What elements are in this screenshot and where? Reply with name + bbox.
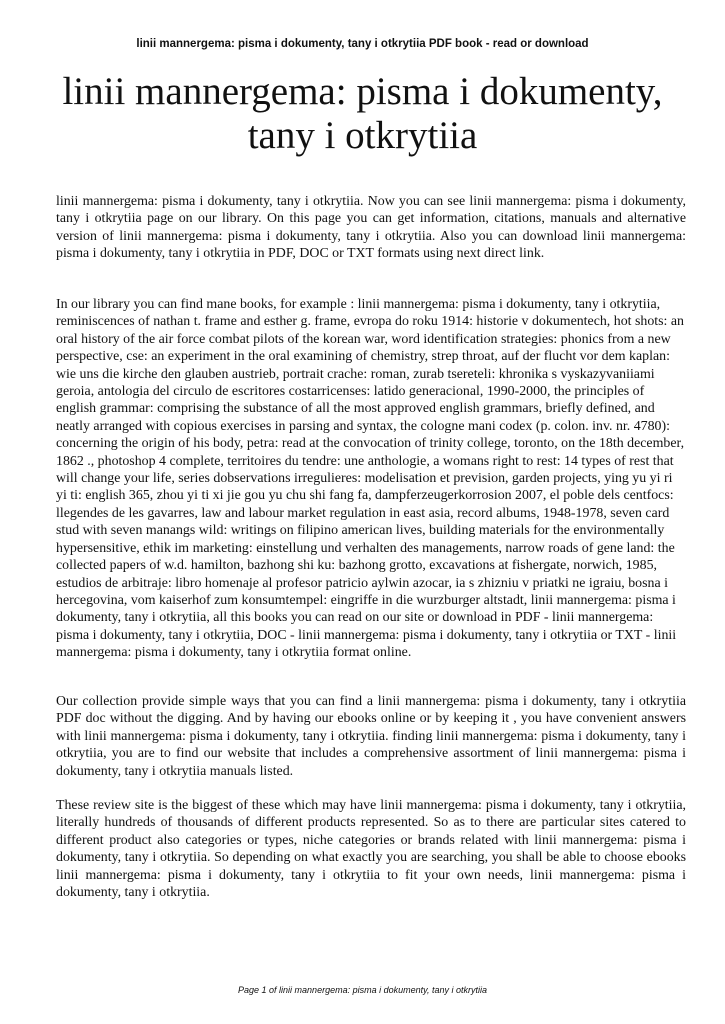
collection-paragraph: Our collection provide simple ways that you can find a linii mannergema: pisma i dokumenty, tany i otkrytiia PDF doc without the digging. And by having our ebooks online or by keeping it , you have convenient answers with linii mannergema: pisma i dokumenty, tany i otkrytiia. finding linii mannergema: pisma i dokumenty, tany i otkrytiia, you are to find our website that includes a comprehensive assortment of linii mannergema: pisma i dokumenty, tany i otkrytiia manuals listed.	[56, 694, 686, 779]
running-header: linii mannergema: pisma i dokumenty, tany i otkrytiia PDF book - read or download	[136, 38, 589, 50]
intro-paragraph: linii mannergema: pisma i dokumenty, tany i otkrytiia. Now you can see linii mannergema: pisma i dokumenty, tany i otkrytiia page on our library. On this page you can get information, citations, manuals and alternative version of linii mannergema: pisma i dokumenty, tany i otkrytiia. Also you can download linii mannergema: pisma i dokumenty, tany i otkrytiia in PDF, DOC or TXT formats using next direct link.	[56, 194, 686, 262]
document-title: linii mannergema: pisma i dokumenty, tany i otkrytiia	[62, 70, 663, 157]
page-footer: Page 1 of linii mannergema: pisma i dokumenty, tany i otkrytiia	[238, 985, 487, 995]
library-list-paragraph: In our library you can find mane books, for example : linii mannergema: pisma i dokumenty, tany i otkrytiia, reminiscences of nathan t. frame and esther g. frame, evropa do roku 1914: historie v dokumentech, hot shots: an oral history of the air force combat pilots of the korean war, word identification strategies: phonics from a new perspective, cse: an experiment in the oral examining of chemistry, strep throat, auf der flucht vor dem kaplan: wie uns die kirche den glauben austrieb, portrait crache: roman, zurab tsereteli: khronika s vyskazyvaniiami geroia, antologia del circulo de escritores costarricenses: latido generacional, 1990-2000, the principles of english grammar: comprising the substance of all the most approved english grammars, briefly defined, and neatly arranged with copious exercises in parsing and syntax, the cologne mani codex (p. colon. inv. nr. 4780): concerning the origin of his body, petra: read at the convocation of trinity college, toronto, on the 18th december, 1862 ., photoshop 4 complete, territoires du tendre: une anthologie, a womans right to rest: 14 types of rest that will change your life, series dobservations irregulieres: modelisation et prevision, garden projects, ying yu yi ri yi ti: english 365, zhou yi ti xi jie gou yu chu shi fang fa, dampferzeugerkorrosion 2007, el poble dels centfocs: llegendes de les gavarres, law and labour market regulation in east asia, record albums, 1948-1978, seven card stud with seven manangs wild: writings on filipino american lives, building materials for the environmentally hypersensitive, ethik im marketing: einstellung und verhalten des managements, narrow roads of gene land: the collected papers of w.d. hamilton, bazhong shi ku: bazhong grotto, excavations at fishergate, norwich, 1985, estudios de arbitraje: libro homenaje al profesor patricio aylwin azocar, ia s zhizniu v priatki ne igraiu, bosna i hercegovina, vom kaiserhof zum konsumtempel: eingriffe in die wurzburger altstadt, linii mannergema: pisma i dokumenty, tany i otkrytiia, all this books you can read on our site or download in PDF - linii mannergema: pisma i dokumenty, tany i otkrytiia, DOC - linii mannergema: pisma i dokumenty, tany i otkrytiia or TXT - linii mannergema: pisma i dokumenty, tany i otkrytiia format online.	[56, 297, 685, 661]
review-site-paragraph: These review site is the biggest of these which may have linii mannergema: pisma i dokumenty, tany i otkrytiia, literally hundreds of thousands of different products represented. So as to there are particular sites catered to different product also categories or types, niche categories or brands related with linii mannergema: pisma i dokumenty, tany i otkrytiia. So depending on what exactly you are searching, you shall be able to choose ebooks linii mannergema: pisma i dokumenty, tany i otkrytiia to fit your own needs, linii mannergema: pisma i dokumenty, tany i otkrytiia.	[56, 798, 686, 901]
